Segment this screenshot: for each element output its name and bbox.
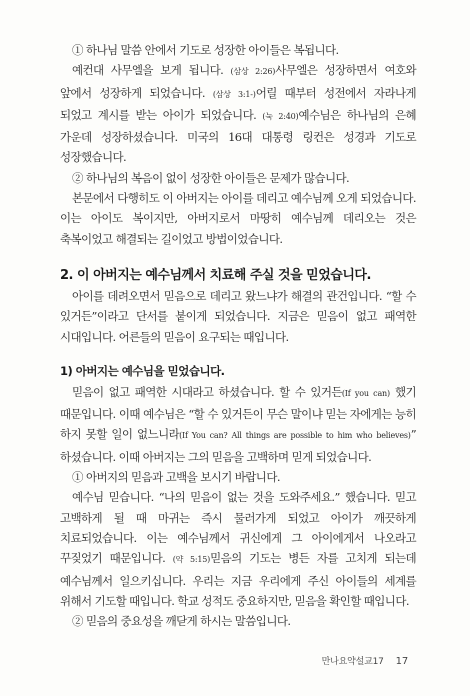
point-2b: ② 믿음의 중요성을 깨닫게 하시는 말씀입니다.: [72, 614, 291, 629]
paragraph-text: 믿음의 기도는 병든 자를 고치게 되는데 예수님께서 일으키십니다. 우리는 지금 우리에게 주신 아이들의 세계를 위해서 기도할 때입니다. 학교 성적도 중요하지만, 믿음을 확인할 때입니다.: [60, 551, 416, 608]
point-1: ① 하나님 말씀 안에서 기도로 성장한 아이들은 복됩니다.: [72, 43, 339, 57]
point-1b: ① 아버지의 믿음과 고백을 보시기 바랍니다.: [72, 470, 280, 485]
paragraph-text: 예수님은 하나님의 은혜 가운데 성장하셨습니다. 미국의 16대 대통령 링컨은 성경과 기도로 성장했습니다.: [60, 107, 416, 165]
paragraph-text: 예컨대 사무엘을 보게 됩니다.: [72, 63, 231, 78]
scripture-reference: (눅 2:40): [262, 111, 299, 121]
page-number: 17: [395, 656, 408, 667]
paragraph-text: ” 하셨습니다. 이때 아버지는 그의 믿음을 고백하며 믿게 되었습니다.: [60, 427, 416, 464]
scripture-reference: (삼상 3:1-): [212, 89, 256, 99]
spacer: [60, 347, 416, 361]
father-paragraph: 본문에서 다행히도 이 아버지는 아이를 데리고 예수님께 오게 되었습니다. 이는 아이도 복이지만, 아버지로서 마땅히 예수님께 데리오는 것은 축복이었고 해결되는 길이었고 방법이었습니다.: [60, 191, 416, 246]
english-quote: (If You can? All things are possible to him who believes): [179, 431, 411, 441]
english-quote: (If you can): [341, 388, 390, 398]
scripture-reference: (약 5:15): [172, 555, 211, 565]
book-title: 만나요약설교17: [321, 657, 384, 667]
paragraph-text: 예수님 믿습니다. “나의 믿음이 없는 것을 도와주세요.” 했습니다. 믿고 고백하게 될 때 마귀는 즉시 물러가게 되었고 아이가 깨끗하게 치료되었습니다. 이는 예수님께서 귀신에게 그 아이에게서 나오라고 꾸짖었기 때문입니다.: [60, 490, 416, 566]
point-2: ② 하나님의 복음이 없이 성장한 아이들은 문제가 많습니다.: [72, 170, 350, 185]
paragraph-text: 사무엘은 성장하면서 여호와 앞에서 성장하게 되었습니다.: [60, 63, 417, 100]
confession-paragraph: [60, 487, 416, 611]
page-footer: [322, 654, 408, 667]
subsection-heading: 1) 아버지는 예수님을 믿었습니다.: [60, 363, 225, 378]
paragraph-text: 했기 때문입니다. 이때 예수님은 “할 수 있거든이 무슨 말이냐 믿는 자에게는 능히 하지 못할 일이 없느니라: [60, 384, 416, 442]
section-heading: 2. 이 아버지는 예수님께서 치료해 주실 것을 믿었습니다.: [60, 267, 371, 283]
paragraph-text: 믿음이 없고 패역한 시대라고 하셨습니다. 할 수 있거든: [72, 384, 342, 399]
paragraph-text: 어릴 때부터 성전에서 자라나게 되었고 계시를 받는 아이가 되었습니다.: [60, 85, 416, 122]
faith-paragraph: 아이를 데려오면서 믿음으로 데리고 왔느냐가 해결의 관건입니다. “할 수 있거든”이라고 단서를 붙이게 되었습니다. 지금은 믿음이 없고 패역한 시대입니다. 어른들의 믿음이 요구되는 때입니다.: [60, 288, 416, 344]
document-body: [60, 40, 416, 631]
belief-paragraph: [60, 382, 416, 467]
samuel-paragraph: [60, 60, 416, 167]
scripture-reference: (삼상 2:26): [230, 67, 276, 77]
spacer: [60, 249, 416, 265]
